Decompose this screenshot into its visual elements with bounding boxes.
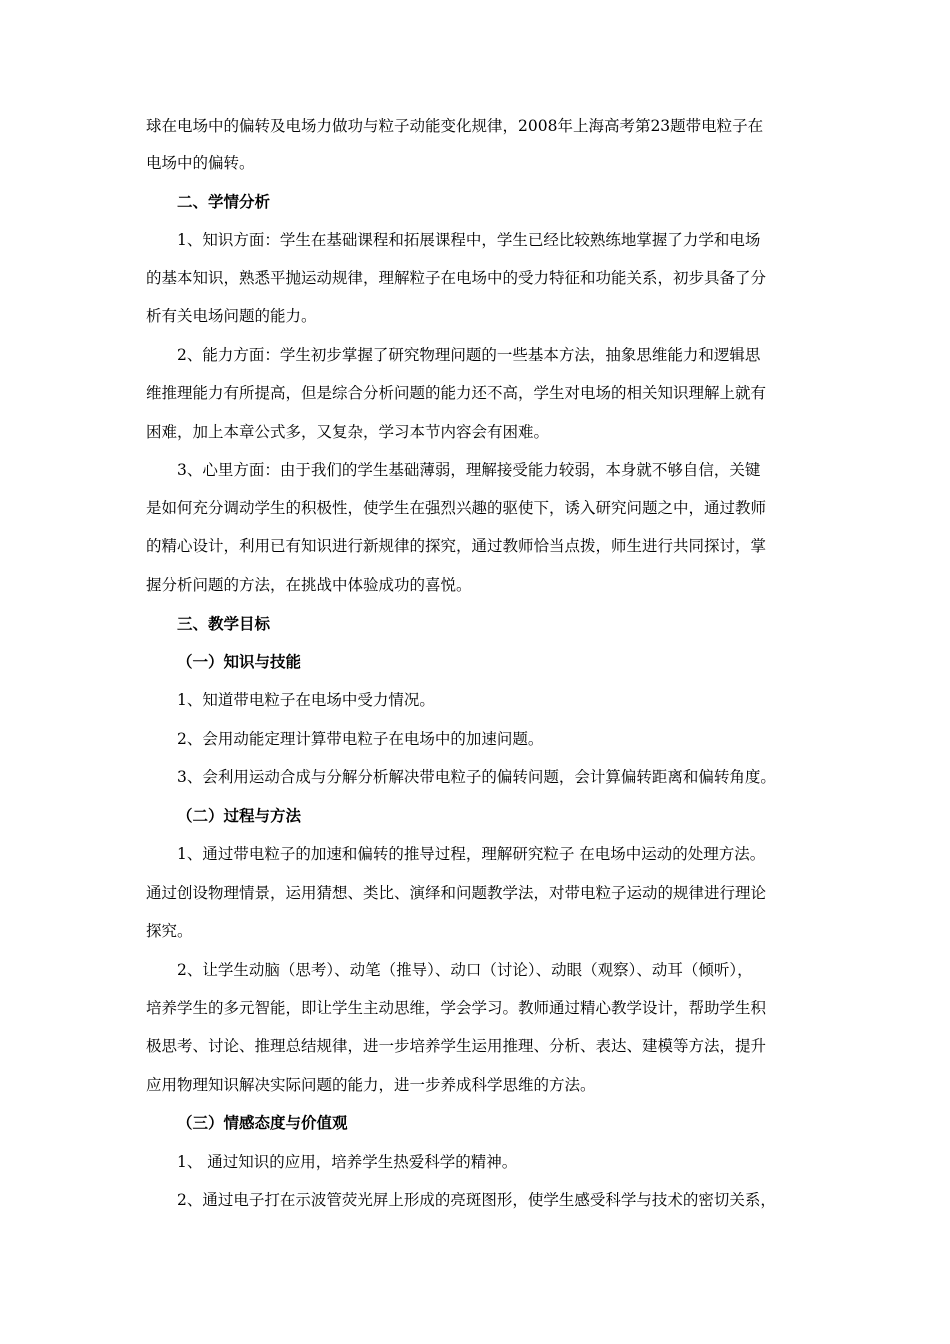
paragraph-line: 2、能力方面：学生初步掌握了研究物理问题的一些基本方法，抽象思维能力和逻辑思 — [177, 346, 761, 364]
paragraph-line: 探究。 — [146, 922, 193, 940]
paragraph-line: 的基本知识，熟悉平抛运动规律，理解粒子在电场中的受力特征和功能关系，初步具备了分 — [146, 269, 767, 287]
paragraph-line: 困难，加上本章公式多，又复杂，学习本节内容会有困难。 — [146, 423, 550, 441]
list-item: 2、会用动能定理计算带电粒子在电场中的加速问题。 — [177, 730, 544, 748]
paragraph-line: 培养学生的多元智能，即让学生主动思维，学会学习。教师通过精心教学设计，帮助学生积 — [146, 999, 767, 1017]
paragraph-line: 2、让学生动脑（思考）、动笔（推导）、动口（讨论）、动眼（观察）、动耳（倾听）， — [177, 961, 753, 979]
paragraph-line: 的精心设计，利用已有知识进行新规律的探究，通过教师恰当点拨，师生进行共同探讨，掌 — [146, 537, 767, 555]
paragraph-line: 3、心里方面：由于我们的学生基础薄弱，理解接受能力较弱，本身就不够自信，关键 — [177, 461, 761, 479]
paragraph-line: 握分析问题的方法，在挑战中体验成功的喜悦。 — [146, 576, 472, 594]
paragraph-line: 是如何充分调动学生的积极性，使学生在强烈兴趣的驱使下，诱入研究问题之中，通过教师 — [146, 499, 767, 517]
list-item: 3、会利用运动合成与分解分析解决带电粒子的偏转问题，会计算偏转距离和偏转角度。 — [177, 768, 776, 786]
text-line: 球在电场中的偏转及电场力做功与粒子动能变化规律，2008年上海高考第23题带电粒子在 — [146, 117, 764, 135]
section-heading-learner-analysis: 二、学情分析 — [177, 192, 271, 211]
list-item: 1、 通过知识的应用，培养学生热爱科学的精神。 — [177, 1153, 518, 1171]
paragraph-line: 极思考、讨论、推理总结规律，进一步培养学生运用推理、分析、表达、建模等方法，提升 — [146, 1037, 767, 1055]
paragraph-line: 通过创设物理情景，运用猜想、类比、演绎和问题教学法，对带电粒子运动的规律进行理论 — [146, 884, 767, 902]
section-heading-teaching-goals: 三、教学目标 — [177, 614, 271, 633]
paragraph-line: 应用物理知识解决实际问题的能力，进一步养成科学思维的方法。 — [146, 1076, 596, 1094]
paragraph-line: 1、知识方面：学生在基础课程和拓展课程中，学生已经比较熟练地掌握了力学和电场 — [177, 231, 761, 249]
subsection-heading-knowledge-skills: （一）知识与技能 — [177, 652, 302, 671]
subsection-heading-emotion-values: （三）情感态度与价值观 — [177, 1113, 348, 1132]
subsection-heading-process-methods: （二）过程与方法 — [177, 806, 302, 825]
list-item: 1、知道带电粒子在电场中受力情况。 — [177, 691, 435, 709]
paragraph-line: 1、通过带电粒子的加速和偏转的推导过程，理解研究粒子 在电场中运动的处理方法。 — [177, 845, 766, 863]
text-line: 电场中的偏转。 — [146, 154, 255, 172]
list-item: 2、通过电子打在示波管荧光屏上形成的亮斑图形，使学生感受科学与技术的密切关系， — [177, 1191, 776, 1209]
paragraph-line: 维推理能力有所提高，但是综合分析问题的能力还不高，学生对电场的相关知识理解上就有 — [146, 384, 767, 402]
paragraph-line: 析有关电场问题的能力。 — [146, 307, 317, 325]
